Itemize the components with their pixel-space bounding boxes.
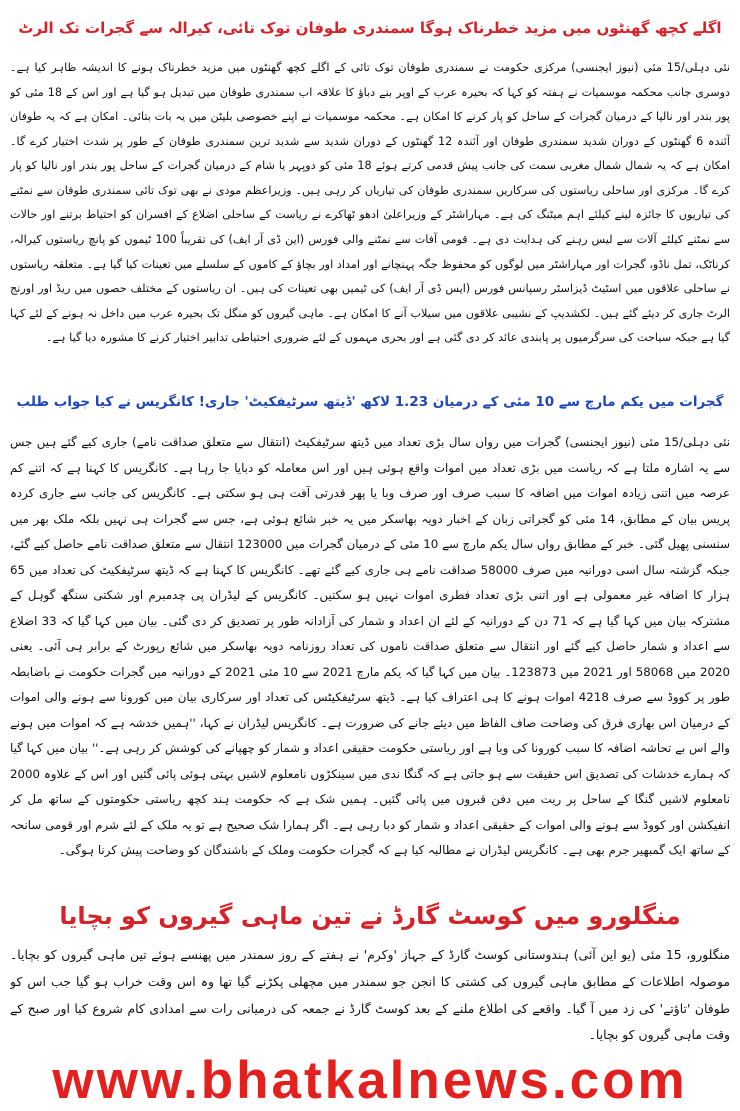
article3-headline: منگلورو میں کوسٹ گارڈ نے تین ماہی گیروں کو بچایا	[59, 902, 681, 930]
article2-headline: گجرات میں یکم مارچ سے 10 مئی کے درمیان 1.23 لاکھ 'ڈیتھ سرٹیفکیٹ' جاری! کانگریس نے کیا جواب طلب	[16, 394, 724, 410]
article1-headline: اگلے کچھ گھنٹوں میں مزید خطرناک ہوگا سمندری طوفان توک تائی، کیرالہ سے گجرات تک الرٹ	[18, 19, 722, 37]
article1-body: نئی دہلی/15 مئی (نیوز ایجنسی) مرکزی حکومت نے سمندری طوفان توک تائی کے اگلے کچھ گھنٹوں میں مزید خطرناک ہونے کا اندیشہ ظاہر کیا ہے۔ دوسری جانب محکمہ موسمیات نے ہفتہ کو کہا کہ بحیرہ عرب کے اوپر بنے دباؤ کا علاقہ اب سمندری طوفان میں تبدیل ہو گیا ہے اور اس کے 18 مئی کو پور بندر اور نالیا کے درمیان گجرات کے ساحل کو پار کرنے کا امکان ہے۔ محکمہ موسمیات نے اپنے خصوصی بلیٹن میں یہ بات بتائی۔ امکان ہے کہ یہ طوفان آئندہ 6 گھنٹوں کے دوران شدید سمندری طوفان اور آئندہ 12 گھنٹوں کے دوران شدید سے شدید ترین سمندری طوفان کے طور پر شدت اختیار کرے گا۔ امکان ہے کہ یہ شمال شمال مغربی سمت کی جانب پیش قدمی کرتے ہوئے 18 مئی کو دوپہر یا شام کے درمیان گجرات کے ساحل پور بندر اور نالیا کو پار کرے گا۔ مرکزی اور ساحلی ریاستوں کی سرکاریں سمندری طوفان کی تیاریاں کر رہی ہیں۔ وزیراعظم مودی نے بھی توک تائی سمندری طوفان سے نمٹنے کی تیاریوں کا جائزہ لینے کیلئے اہم میٹنگ کی ہے۔ مہاراشٹر کے وزیراعلیٰ ادھو ٹھاکرے نے ریاست کے ساحلی اضلاع کے افسران کو احتیاط برتنے اور حالات سے نمٹنے کیلئے آلات سے لیس رہنے کی ہدایت دی ہے۔ قومی آفات سے نمٹنے والی فورس (این ڈی آر ایف) کی تقریباً 100 ٹیموں کو پانچ ریاستوں کیرالہ، کرناٹک، تمل ناڈو، گجرات اور مہاراشٹر میں لوگوں کو محفوظ جگہ پہنچانے اور امداد اور بچاؤ کے کاموں کے سلسلے میں تعینات کیا گیا ہے۔ متعلقہ ریاستوں نے ساحلی علاقوں میں اسٹیٹ ڈیزاسٹر رسپانس فورس (ایس ڈی آر ایف) کی ٹیمیں بھی تعینات کی ہیں۔ ان ریاستوں کے مختلف حصوں میں ریڈ اور اورنج الرٹ جاری کر دیئے گئے ہیں۔ لکشدیپ کے نشیبی علاقوں میں سیلاب آنے کا امکان ہے۔ ماہی گیروں کو منگل تک بحیرہ عرب میں داخل نہ ہونے کے لئے کہا گیا ہے جبکہ سیاحت کی سرگرمیوں پر پابندی عائد کر دی گئی ہے اور بحری مہموں کے لئے ضروری احتیاطی تدابیر اختیار کرنے کا مشورہ دیا گیا ہے۔	[10, 61, 730, 345]
article3-body: منگلورو، 15 مئی (یو این آئی) ہندوستانی کوسٹ گارڈ کے جہاز 'وکرم' نے ہفتے کے روز سمندر میں پھنسے ہوئے تین ماہی گیروں کو بچایا۔ موصولہ اطلاعات کے مطابق ماہی گیروں کی کشتی کا انجن جو سمندر میں مچھلی پکڑنے گیا تھا وہ اس وقت خراب ہو گیا جب اس کو طوفان 'تاؤتے' کی زد میں آ گیا۔ واقعے کی اطلاع ملنے کے بعد کوسٹ گارڈ نے جمعہ کی درمیانی رات سے امدادی کام شروع کیا اور صبح کے وقت ماہی گیروں کو بچایا۔	[10, 947, 730, 1043]
article2-body: نئی دہلی/15 مئی (نیوز ایجنسی) گجرات میں رواں سال بڑی تعداد میں ڈیتھ سرٹیفکیٹ (انتقال سے متعلق صداقت نامے) جاری کیے گئے ہیں جس سے یہ اشارہ ملتا ہے کہ ریاست میں بڑی تعداد میں اموات واقع ہوئی ہیں اور اس معاملہ کو دبایا جا رہا ہے۔ کانگریس کا کہنا ہے کہ اتنے کم عرصہ میں اتنی زیادہ اموات میں اضافہ کا سبب صرف اور صرف وبا یا پھر قدرتی آفت ہی ہو سکتی ہے۔ کانگریس کی جانب سے جاری کردہ پریس بیان کے مطابق، 14 مئی کو گجراتی زبان کے اخبار دویہ بھاسکر میں یہ خبر شائع ہوئی ہے، جس سے گجرات ہی نہیں بلکہ ملک بھر میں سنسنی پھیل گئی۔ خبر کے مطابق رواں سال یکم مارچ سے 10 مئی کے درمیان گجرات میں 123000 انتقال سے متعلق صداقت نامے حاصل کیے گئے، جبکہ گزشتہ سال اسی دورانیہ میں صرف 58000 صداقت نامے ہی جاری کیے گئے تھے۔ کانگریس کا کہنا ہے کہ ڈیتھ سرٹیفکیٹ کی تعداد میں 65 ہزار کا اضافہ غیر معمولی ہے اور اتنی بڑی تعداد فطری اموات نہیں ہو سکتیں۔ کانگریس کے لیڈران پی چدمبرم اور شکتی سنگھ گوہل کے مشترکہ بیان میں کہا گیا ہے کہ 71 دن کے دورانیہ کے لئے ان اعداد و شمار کی آزادانہ طور پر تصدیق کر دی گئی۔ بیان میں کہا گیا کہ 33 اضلاع سے اعداد و شمار حاصل کیے گئے اور انتقال سے متعلق صداقت ناموں کی تعداد روزنامہ دویہ بھاسکر میں شائع رپورٹ کے برابر ہی آئی۔ یعنی 2020 میں 58068 اور 2021 میں 123873۔ بیان میں کہا گیا کہ یکم مارچ 2021 سے 10 مئی 2021 کے دورانیہ میں گجرات حکومت نے باضابطہ طور پر کووڈ سے صرف 4218 اموات ہونے کا ہی اعتراف کیا ہے۔ ڈیتھ سرٹیفکیٹس کی تعداد اور سرکاری بیان میں کورونا سے ہونے والی اموات کے درمیان اس بھاری فرق کی وضاحت صاف الفاظ میں دیئے جانے کی ضرورت ہے۔ کانگریس لیڈران نے کہا، ''ہمیں خدشہ ہے کہ اموات میں ہونے والے اس بے تحاشہ اضافہ کا سبب کورونا کی وبا ہے اور ریاستی حکومت حقیقی اعداد و شمار کو چھپانے کی کوشش کر رہی ہے۔'' بیان میں کہا گیا کہ ہمارے خدشات کی تصدیق اس حقیقت سے ہو جاتی ہے کہ گنگا ندی میں سینکڑوں نامعلوم لاشیں بہتی ہوئی پائی گئیں اور اس کے علاوہ 2000 نامعلوم لاشیں گنگا کے ساحل پر ریت میں دفن قبروں میں پائی گئیں۔ ہمیں شک ہے کہ حکومت ہند کچھ ریاستی حکومتوں کے ساتھ مل کر انفیکشن اور کووڈ سے ہونے والی اموات کے حقیقی اعداد و شمار کو دبا رہی ہے۔ اگر ہمارا شک صحیح ہے تو یہ ملک کے لئے شرم اور قومی سانحہ کے ساتھ ایک گمبھیر جرم بھی ہے۔ کانگریس لیڈران نے مطالبہ کیا ہے کہ گجرات حکومت وملک کے باشندگان کو وضاحت پیش کرنا ہوگی۔	[10, 435, 730, 857]
website-footer[interactable]: www.bhatkalnews.com	[52, 1051, 688, 1110]
